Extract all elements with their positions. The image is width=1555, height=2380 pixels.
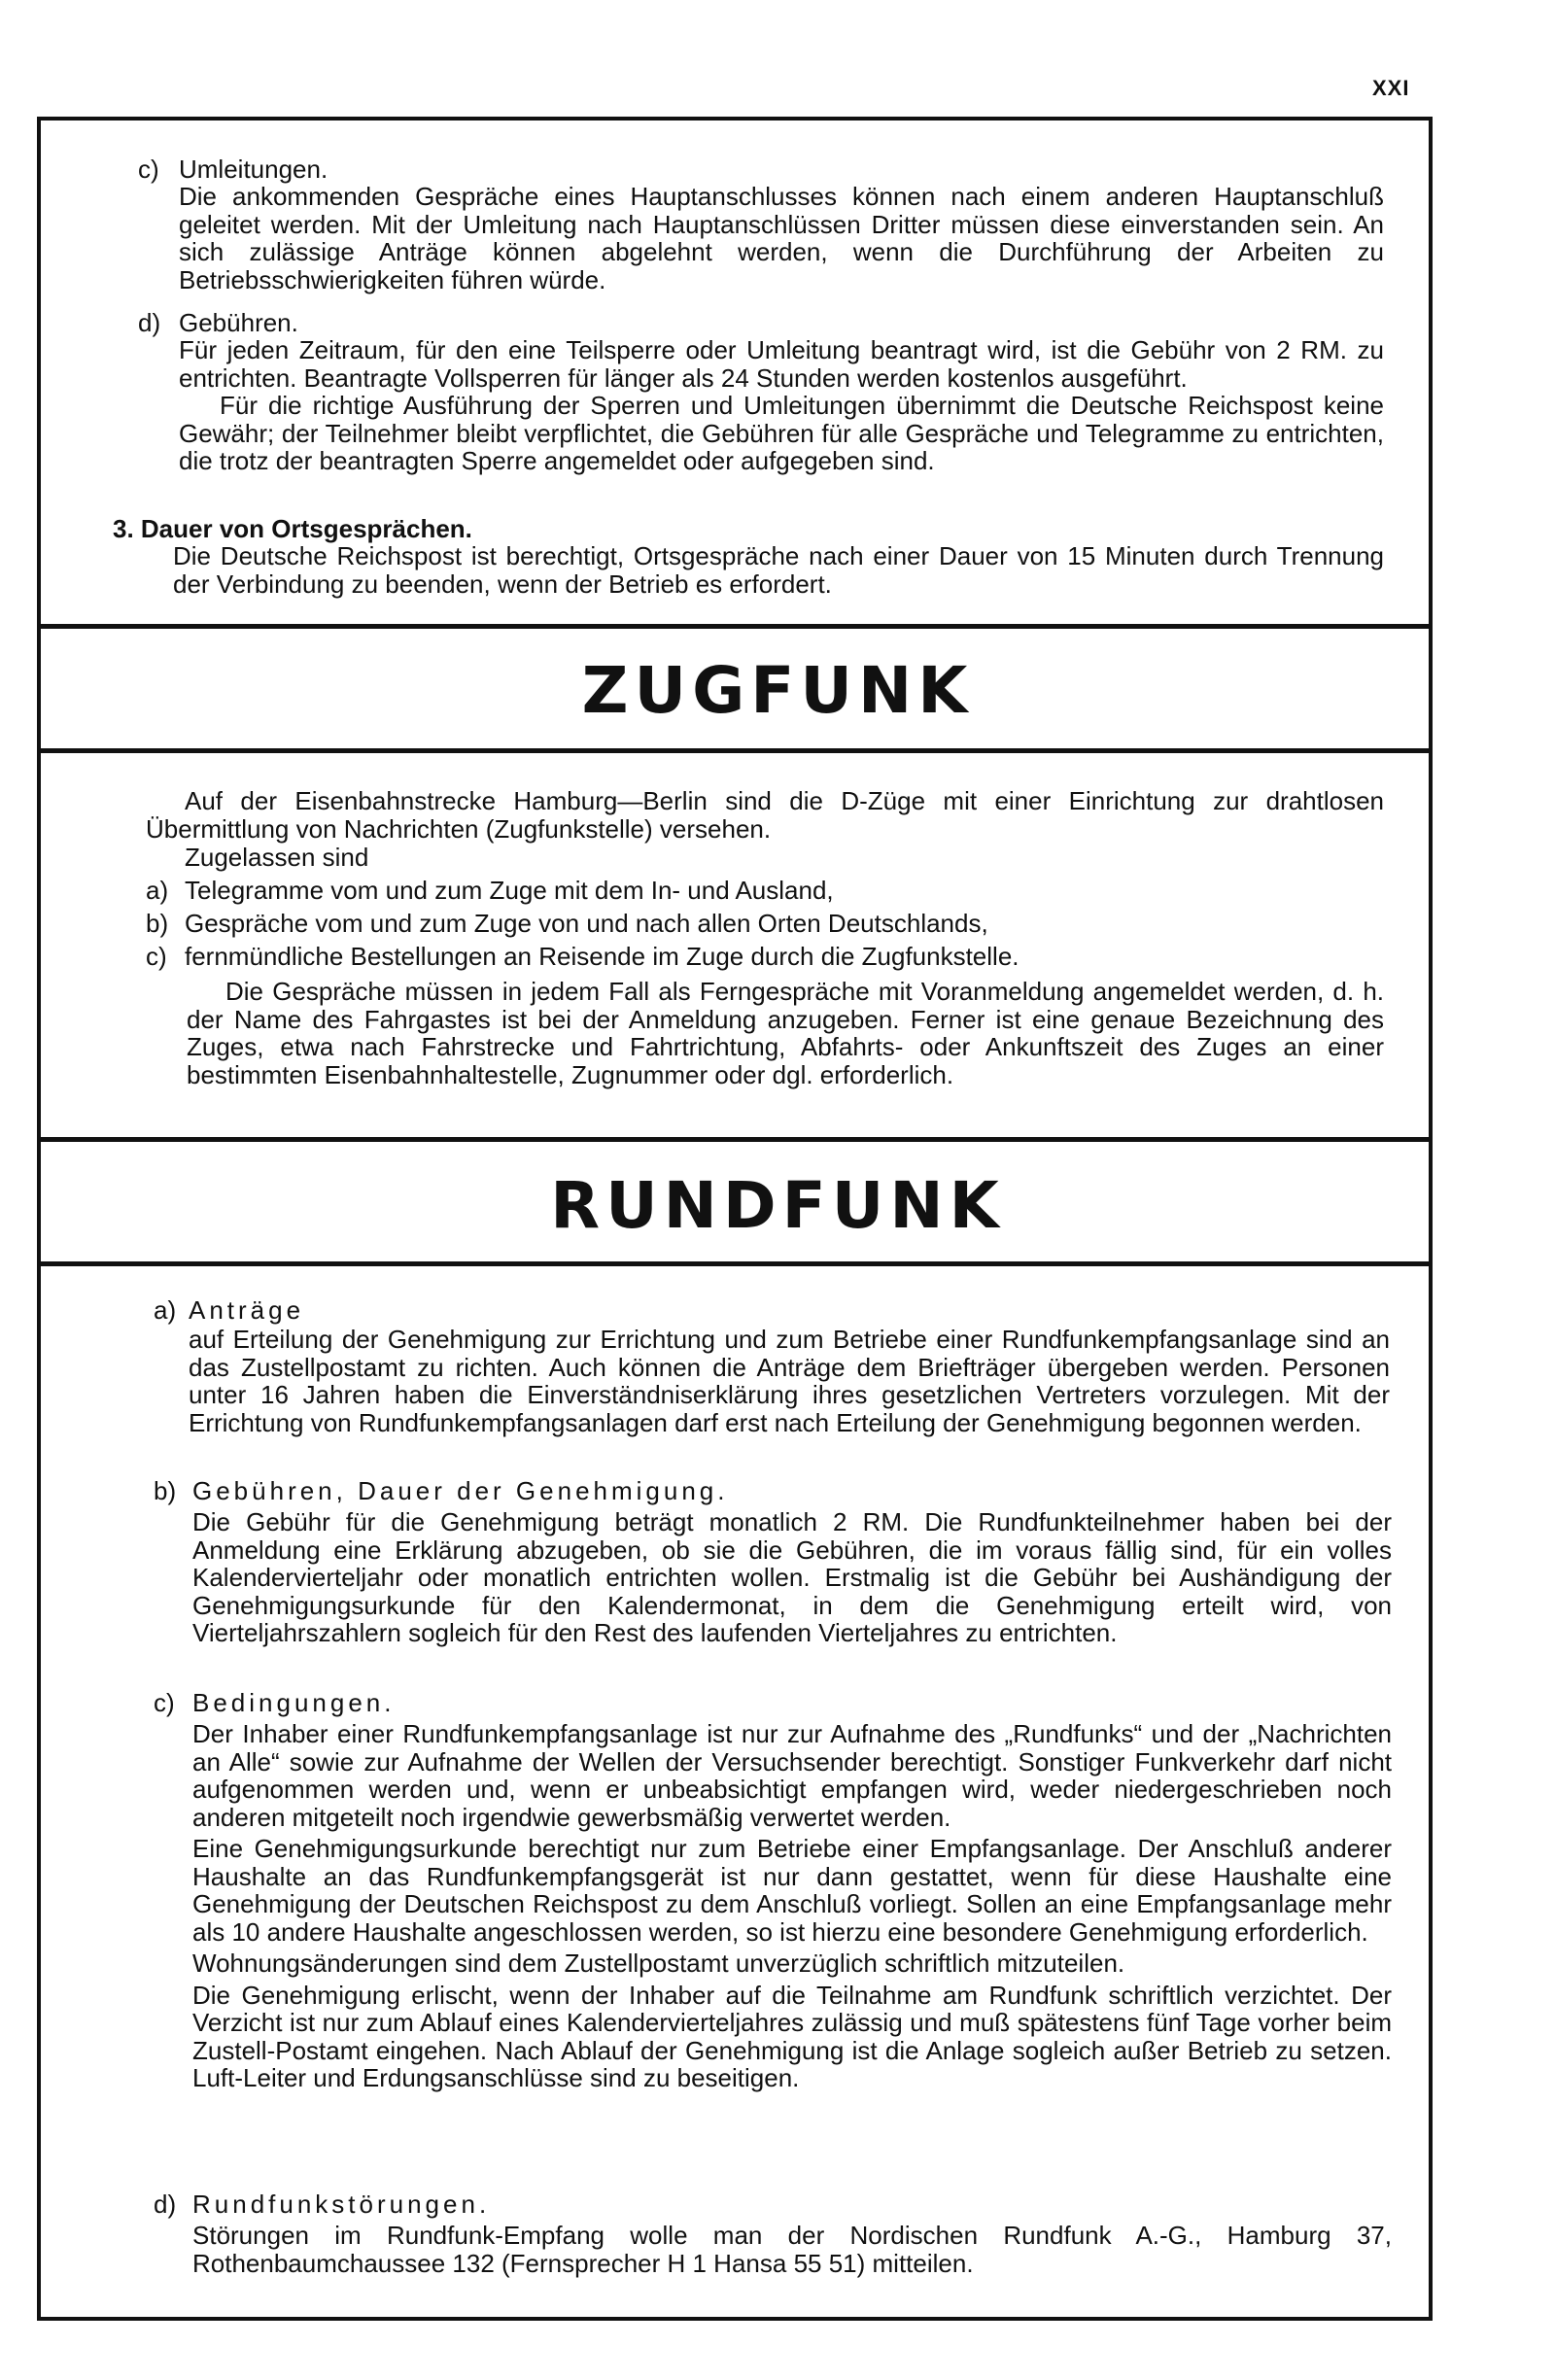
divider <box>37 1137 1433 1142</box>
dauer-text: Die Deutsche Reichspost ist berechtigt, Ortsgespräche nach einer Dauer von 15 Minuten durch Trennung der Verbindung zu beenden, wenn der Betrieb es erfordert. <box>173 541 1384 599</box>
divider <box>37 748 1433 753</box>
heading-gebuehren: Gebühren. <box>179 308 298 337</box>
zugfunk-item-label: a) <box>146 876 169 905</box>
rundfunk-label-d: d) <box>154 2190 177 2219</box>
heading-antraege: Anträge <box>189 1295 305 1325</box>
item-label-d: d) <box>138 308 161 337</box>
paragraph-dauer <box>173 542 1384 598</box>
heading-dauer-ortsgespraeche: 3. Dauer von Ortsgesprächen. <box>113 514 472 543</box>
zugfunk-item-label: c) <box>146 942 167 971</box>
rundfunkstoerungen-text: Störungen im Rundfunk-Empfang wolle man der Nordischen Rundfunk A.-G., Hamburg 37, Rothenbaumchaussee 132 (Fernsprecher H 1 Hansa 55 51) mitteilen. <box>192 2221 1392 2278</box>
zugfunk-intro <box>146 787 1384 843</box>
paragraph-bedingungen <box>192 1720 1392 2092</box>
paragraph-gebuehren-dauer <box>192 1508 1392 1647</box>
gebuehren-text-2: Für die richtige Ausführung der Sperren und Umleitungen übernimmt die Deutsche Reichspost keine Gewähr; der Teilnehmer bleibt verpflichtet, die Gebühren für alle Gespräche und Telegramme zu entrichten, die trotz der beantragten Sperre angemeldet oder aufgegeben sind. <box>179 391 1384 475</box>
paragraph-antraege <box>189 1326 1390 1436</box>
paragraph-rundfunkstoerungen <box>192 2222 1392 2277</box>
rundfunk-heading: RUNDFUNK <box>550 1168 1005 1243</box>
heading-umleitungen: Umleitungen. <box>179 155 328 184</box>
rundfunk-label-a: a) <box>154 1295 177 1325</box>
antraege-text: auf Erteilung der Genehmigung zur Errichtung und zum Betriebe einer Rundfunkempfangsanlage sind an das Zustellpostamt zu richten. Auch können die Anträge dem Briefträger übergeben werden. Personen unter 16 Jahren haben die Einverständniserklärung ihres gesetzlichen Vertreters vorzulegen. Mit der Errichtung von Rundfunkempfangsanlagen darf erst nach Erteilung der Genehmigung begonnen werden. <box>189 1325 1390 1437</box>
zugfunk-closing-text: Die Gespräche müssen in jedem Fall als Ferngespräche mit Voranmeldung angemeldet werden, d. h. der Name des Fahrgastes ist bei der Anmeldung anzugeben. Ferner ist eine genaue Bezeichnung des Zuges, etwa nach Fahrstrecke und Fahrtrichtung, Abfahrts- oder Ankunftszeit des Zuges an einer bestimmten Eisenbahnhaltestelle, Zugnummer oder dgl. erforderlich. <box>187 977 1384 1089</box>
zugfunk-item-text: Gespräche vom und zum Zuge von und nach allen Orten Deutschlands, <box>185 909 988 938</box>
gebuehren-text: Für jeden Zeitraum, für den eine Teilsperre oder Umleitung beantragt wird, ist die Gebühr von 2 RM. zu entrichten. Beantragte Vollsperren für länger als 24 Stunden werden kostenlos ausgeführt. <box>179 335 1384 393</box>
zugfunk-intro-text: Auf der Eisenbahnstrecke Hamburg—Berlin sind die D-Züge mit einer Einrichtung zur drahtlosen Übermittlung von Nachrichten (Zugfunkstelle) versehen. <box>146 786 1384 844</box>
zugfunk-item-text: Telegramme vom und zum Zuge mit dem In- und Ausland, <box>185 876 834 905</box>
paragraph-gebuehren <box>179 336 1384 475</box>
zugfunk-item-text: fernmündliche Bestellungen an Reisende im Zuge durch die Zugfunkstelle. <box>185 942 1019 971</box>
heading-gebuehren-dauer: Gebühren, Dauer der Genehmigung. <box>192 1476 729 1505</box>
bedingungen-text-2: Eine Genehmigungsurkunde berechtigt nur zum Betriebe einer Empfangsanlage. Der Anschluß anderer Haushalte an das Rundfunkempfangsgerät ist nur dann gestattet, wenn für diese Haushalte eine Genehmigung der Deutschen Reichspost zu dem Anschluß vorliegt. Sollen an eine Empfangsanlage mehr als 10 andere Haushalte angeschlossen werden, so ist hierzu eine besondere Genehmigung erforderlich. <box>192 1834 1392 1947</box>
rundfunk-label-b: b) <box>154 1476 177 1505</box>
gebuehren-dauer-text: Die Gebühr für die Genehmigung beträgt monatlich 2 RM. Die Rundfunkteilnehmer haben bei der Anmeldung eine Erklärung abzugeben, ob sie die Gebühren, die im voraus fällig sind, für ein volles Kalendervierteljahr oder monatlich entrichten wollen. Erstmalig ist die Gebühr bei Aushändigung der Genehmigungsurkunde für den Kalendermonat, in dem die Genehmigung erteilt wird, von Vierteljahrszahlern sogleich für den Rest des laufenden Vierteljahres zu entrichten. <box>192 1507 1392 1647</box>
divider <box>37 624 1433 629</box>
bedingungen-text-1: Der Inhaber einer Rundfunkempfangsanlage ist nur zur Aufnahme des „Rundfunks“ und der „Nachrichten an Alle“ sowie zur Aufnahme der Wellen der Versuchsender berechtigt. Sonstiger Funkverkehr darf nicht aufgenommen werden und, wenn er unbeabsichtigt empfangen wird, weder niedergeschrieben noch anderen mitgeteilt noch irgendwie gewerbsmäßig verwertet werden. <box>192 1719 1392 1832</box>
page-number: XXI <box>1372 76 1410 100</box>
heading-bedingungen: Bedingungen. <box>192 1688 396 1717</box>
bedingungen-text-4: Die Genehmigung erlischt, wenn der Inhaber auf die Teilnahme am Rundfunk schriftlich verzichtet. Der Verzicht ist nur zum Ablauf eines Kalendervierteljahres zulässig und muß spätestens fünf Tage vorher beim Zustell-Postamt eingehen. Nach Ablauf der Genehmigung ist die Anlage sogleich außer Betrieb zu setzen. Luft-Leiter und Erdungsanschlüsse sind zu beseitigen. <box>192 1980 1392 2092</box>
bedingungen-text-3: Wohnungsänderungen sind dem Zustellpostamt unverzüglich schriftlich mitzuteilen. <box>192 1949 1125 1978</box>
paragraph-umleitungen <box>179 183 1384 293</box>
zugfunk-closing <box>187 978 1384 1088</box>
zugfunk-heading: ZUGFUNK <box>581 653 974 728</box>
item-label-c: c) <box>138 155 159 184</box>
zugfunk-item-label: b) <box>146 909 169 938</box>
umleitungen-text: Die ankommenden Gespräche eines Hauptanschlusses können nach einem anderen Hauptanschluß geleitet werden. Mit der Umleitung nach Hauptanschlüssen Dritter müssen diese einverstanden sein. An sich zulässige Anträge können abgelehnt werden, wenn die Durchführung der Arbeiten zu Betriebsschwierigkeiten führen würde. <box>179 182 1384 294</box>
rundfunk-label-c: c) <box>154 1688 175 1717</box>
divider <box>37 1261 1433 1266</box>
zugfunk-zugelassen: Zugelassen sind <box>185 843 369 872</box>
heading-rundfunkstoerungen: Rundfunkstörungen. <box>192 2190 491 2219</box>
